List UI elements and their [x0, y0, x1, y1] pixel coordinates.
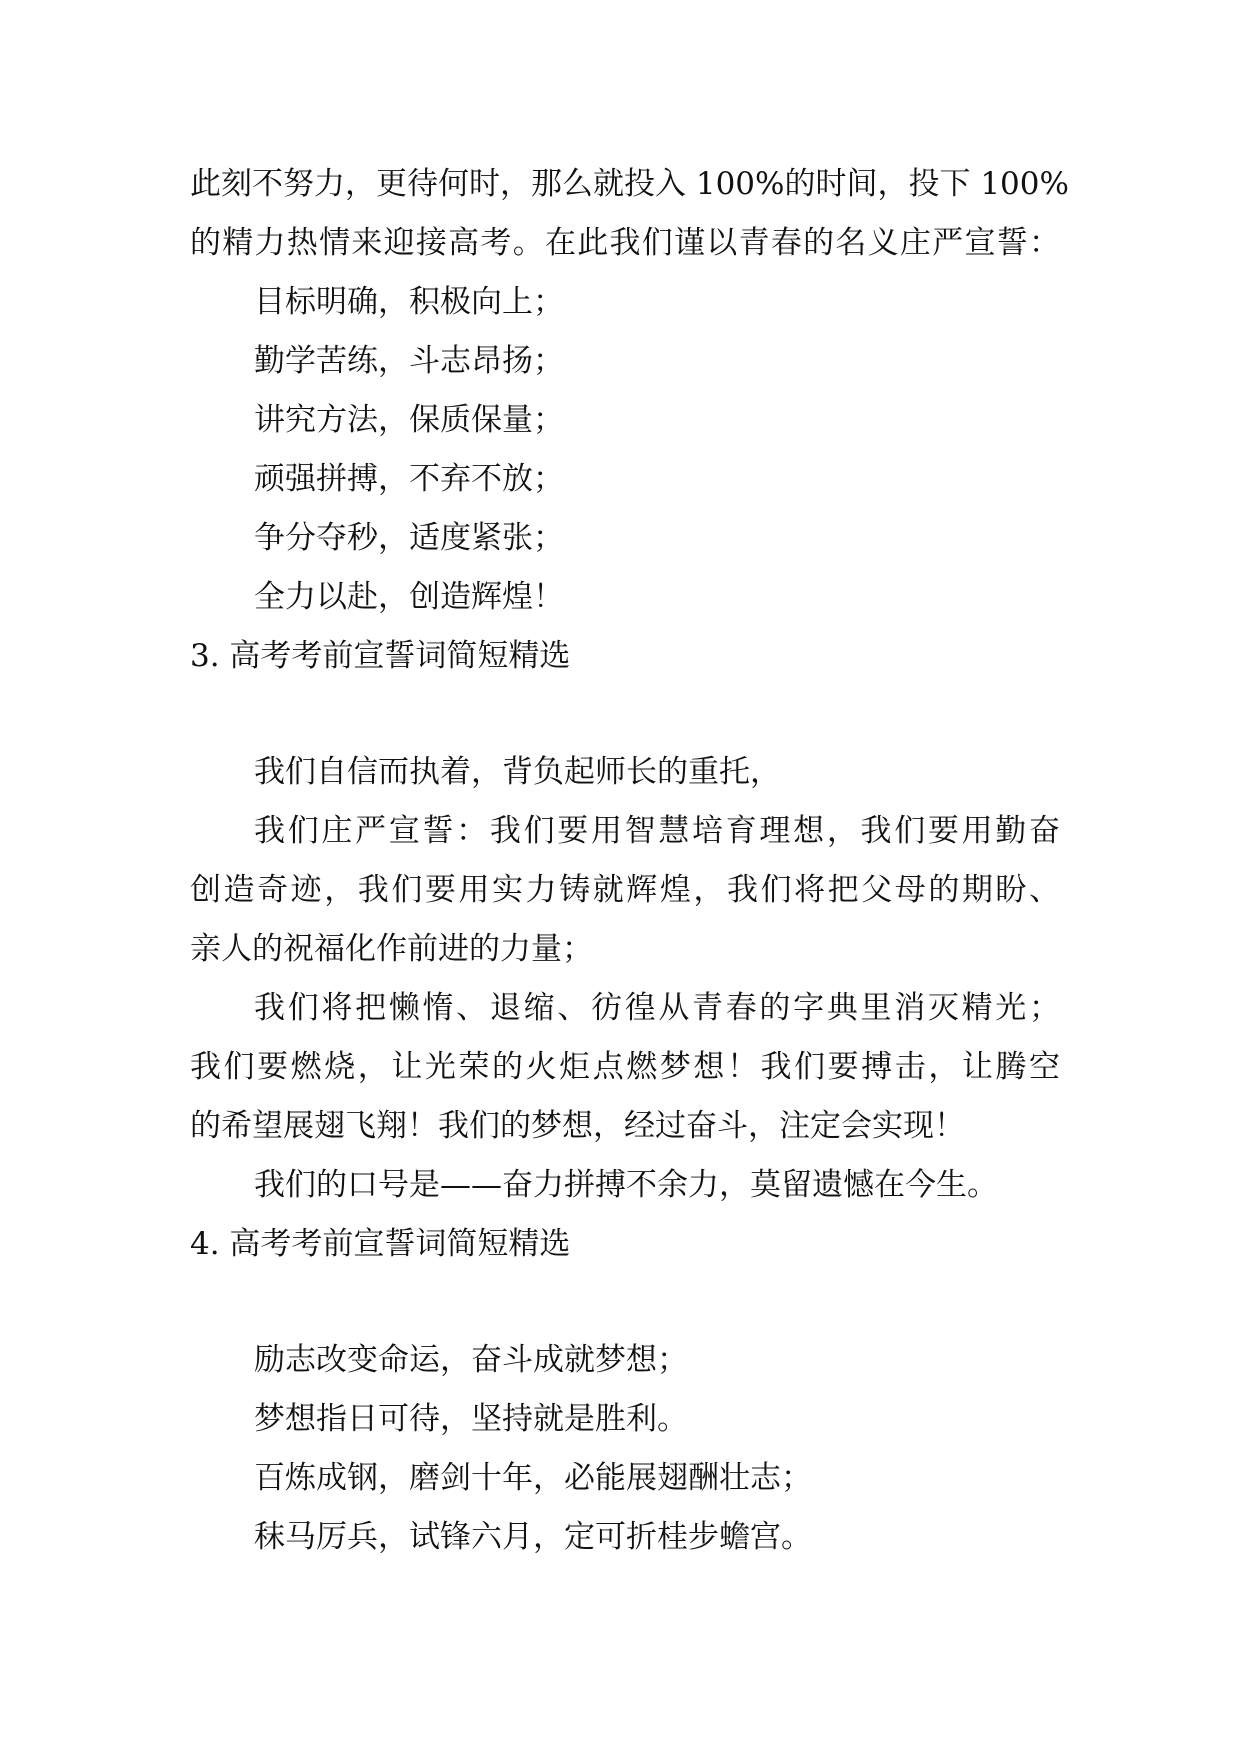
oath-line: 勤学苦练，斗志昂扬； [254, 343, 564, 379]
section-3-paragraph-2-line-1: 我们庄严宣誓：我们要用智慧培育理想，我们要用勤奋 [254, 813, 1060, 849]
section-4-heading: 4. 高考考前宣誓词简短精选 [190, 1226, 571, 1262]
section-3-paragraph-1: 我们自信而执着，背负起师长的重托， [254, 754, 781, 790]
section-4-line: 梦想指日可待，坚持就是胜利。 [254, 1401, 688, 1437]
oath-line: 目标明确，积极向上； [254, 284, 564, 320]
section-4-line: 秣马厉兵，试锋六月，定可折桂步蟾宫。 [254, 1519, 812, 1555]
section-4-line: 励志改变命运，奋斗成就梦想； [254, 1342, 688, 1378]
section-3-paragraph-3-line-1: 我们将把懒惰、退缩、彷徨从青春的字典里消灭精光； [254, 990, 1060, 1026]
oath-line: 顽强拼搏，不弃不放； [254, 461, 564, 497]
oath-line: 讲究方法，保质保量； [254, 402, 564, 438]
section-3-slogan: 我们的口号是——奋力拼搏不余力，莫留遗憾在今生。 [254, 1167, 998, 1203]
section-4-line: 百炼成钢，磨剑十年，必能展翅酬壮志； [254, 1460, 812, 1496]
section-3-paragraph-2-line-3: 亲人的祝福化作前进的力量； [190, 931, 593, 967]
intro-line-2: 的精力热情来迎接高考。在此我们谨以青春的名义庄严宣誓： [190, 225, 1060, 261]
oath-line: 全力以赴，创造辉煌！ [254, 579, 564, 615]
oath-line: 争分夺秒，适度紧张； [254, 520, 564, 556]
section-3-paragraph-3-line-2: 我们要燃烧，让光荣的火炬点燃梦想！我们要搏击，让腾空 [190, 1049, 1060, 1085]
section-3-paragraph-2-line-2: 创造奇迹，我们要用实力铸就辉煌，我们将把父母的期盼、 [190, 872, 1060, 908]
section-3-paragraph-3-line-3: 的希望展翅飞翔！我们的梦想，经过奋斗，注定会实现！ [190, 1108, 965, 1144]
intro-line-1: 此刻不努力，更待何时，那么就投入 100%的时间，投下 100% [190, 166, 1069, 202]
section-3-heading: 3. 高考考前宣誓词简短精选 [190, 638, 571, 674]
